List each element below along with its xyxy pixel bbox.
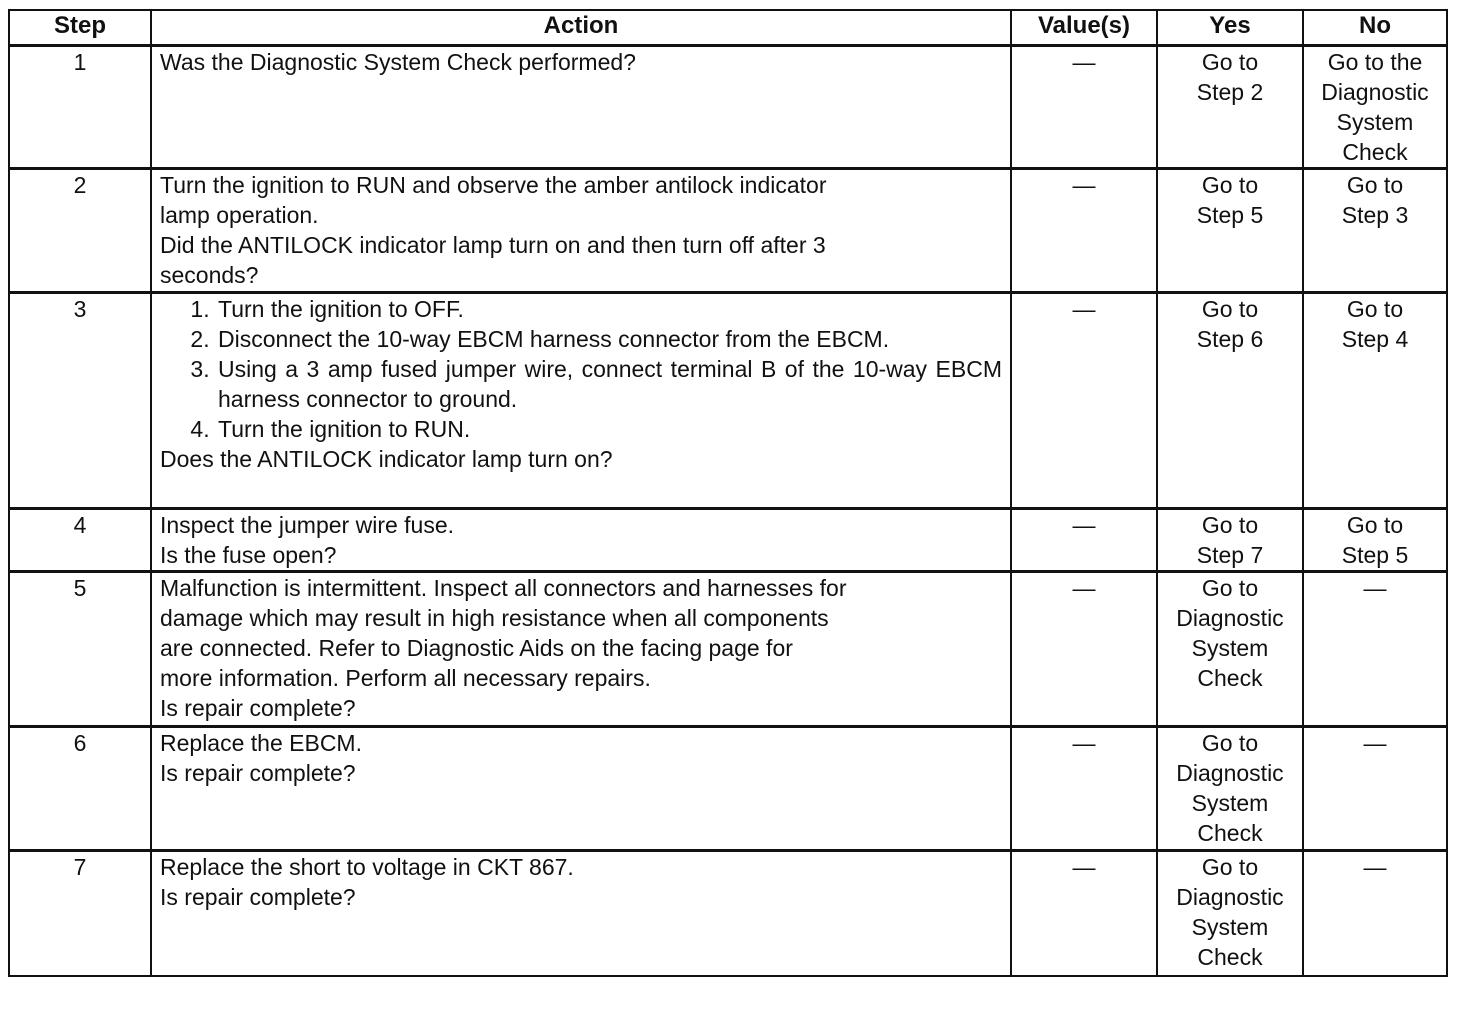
action-cell xyxy=(151,46,1011,169)
no-outcome-line: Step 3 xyxy=(1341,202,1409,228)
table-row xyxy=(9,509,1447,572)
no-outcome-line: Go to xyxy=(1346,172,1404,198)
header-action: Action xyxy=(151,10,1011,46)
value-dash: — xyxy=(1072,512,1096,538)
no-outcome-line: Go to the xyxy=(1327,49,1423,75)
yes-outcome-cell xyxy=(1157,293,1303,509)
header-step: Step xyxy=(9,10,151,46)
table-row xyxy=(9,727,1447,851)
value-cell xyxy=(1011,46,1157,169)
yes-outcome-cell xyxy=(1157,509,1303,572)
yes-outcome-line: Go to xyxy=(1201,854,1259,880)
step-number: 2 xyxy=(9,169,151,293)
value-cell xyxy=(1011,509,1157,572)
table-row xyxy=(9,851,1447,976)
no-outcome-line: System xyxy=(1336,109,1414,135)
header-row xyxy=(9,10,1447,46)
yes-outcome-cell xyxy=(1157,572,1303,727)
step-number: 4 xyxy=(9,509,151,572)
table-row xyxy=(9,572,1447,727)
header-values: Value(s) xyxy=(1011,10,1157,46)
no-outcome-cell xyxy=(1303,46,1447,169)
no-outcome-cell xyxy=(1303,509,1447,572)
no-outcome-line: — xyxy=(1363,730,1387,756)
table-row xyxy=(9,169,1447,293)
no-outcome-line: Check xyxy=(1342,139,1408,165)
action-question: Does the ANTILOCK indicator lamp turn on? xyxy=(160,446,613,472)
yes-outcome-line: Go to xyxy=(1201,49,1259,75)
step-number: 5 xyxy=(9,572,151,727)
yes-outcome-line: System xyxy=(1191,635,1269,661)
no-outcome-line: Go to xyxy=(1346,296,1404,322)
action-text-line: Is repair complete? xyxy=(160,760,356,786)
yes-outcome-line: Diagnostic xyxy=(1176,605,1284,631)
yes-outcome-line: System xyxy=(1191,914,1269,940)
value-cell xyxy=(1011,727,1157,851)
value-cell xyxy=(1011,293,1157,509)
value-dash: — xyxy=(1072,172,1096,198)
action-cell xyxy=(151,572,1011,727)
yes-outcome-cell xyxy=(1157,169,1303,293)
yes-outcome-line: Check xyxy=(1197,820,1263,846)
yes-outcome-line: Go to xyxy=(1201,296,1259,322)
yes-outcome-line: Step 7 xyxy=(1196,542,1264,568)
action-text-line: Replace the short to voltage in CKT 867. xyxy=(160,854,574,880)
no-outcome-line: Diagnostic xyxy=(1321,79,1429,105)
action-cell xyxy=(151,851,1011,976)
value-cell xyxy=(1011,572,1157,727)
value-dash: — xyxy=(1072,49,1096,75)
yes-outcome-cell xyxy=(1157,46,1303,169)
yes-outcome-line: Diagnostic xyxy=(1176,884,1284,910)
action-text-line: Is repair complete? xyxy=(160,695,356,721)
action-text-line: lamp operation. xyxy=(160,202,319,228)
no-outcome-cell xyxy=(1303,727,1447,851)
no-outcome-line: Step 4 xyxy=(1341,326,1409,352)
yes-outcome-line: Step 2 xyxy=(1196,79,1264,105)
yes-outcome-cell xyxy=(1157,851,1303,976)
table-body xyxy=(9,46,1447,976)
yes-outcome-cell xyxy=(1157,727,1303,851)
yes-outcome-line: Go to xyxy=(1201,512,1259,538)
no-outcome-line: Step 5 xyxy=(1341,542,1409,568)
step-number: 3 xyxy=(9,293,151,509)
action-text-line: Turn the ignition to RUN and observe the amber antilock indicator xyxy=(160,172,827,198)
table-row xyxy=(9,46,1447,169)
action-cell xyxy=(151,293,1011,509)
no-outcome-line: Go to xyxy=(1346,512,1404,538)
yes-outcome-line: Check xyxy=(1197,665,1263,691)
action-text-line: Was the Diagnostic System Check performed? xyxy=(160,49,636,75)
yes-outcome-line: System xyxy=(1191,790,1269,816)
no-outcome-cell xyxy=(1303,169,1447,293)
action-text-line: Malfunction is intermittent. Inspect all connectors and harnesses for xyxy=(160,575,847,601)
yes-outcome-line: Step 6 xyxy=(1196,326,1264,352)
action-step-item: 2. Disconnect the 10-way EBCM harness connector from the EBCM. xyxy=(216,324,1002,354)
header-no: No xyxy=(1303,10,1447,46)
action-cell xyxy=(151,169,1011,293)
action-step-item: 4. Turn the ignition to RUN. xyxy=(216,414,1002,444)
diagnostic-table xyxy=(8,9,1448,977)
no-outcome-line: — xyxy=(1363,575,1387,601)
yes-outcome-line: Check xyxy=(1197,944,1263,970)
action-text-line: damage which may result in high resistance when all components xyxy=(160,605,829,631)
header-yes: Yes xyxy=(1157,10,1303,46)
value-cell xyxy=(1011,169,1157,293)
yes-outcome-line: Diagnostic xyxy=(1176,760,1284,786)
value-dash: — xyxy=(1072,296,1096,322)
step-number: 6 xyxy=(9,727,151,851)
action-text-line: Inspect the jumper wire fuse. xyxy=(160,512,455,538)
yes-outcome-line: Go to xyxy=(1201,172,1259,198)
value-dash: — xyxy=(1072,730,1096,756)
action-text-line: seconds? xyxy=(160,262,259,288)
action-step-item: 3. Using a 3 amp fused jumper wire, connect terminal B of the 10-way EBCM harness connector to ground. xyxy=(216,354,1002,414)
yes-outcome-line: Go to xyxy=(1201,730,1259,756)
action-text-line: Is the fuse open? xyxy=(160,542,337,568)
action-step-list xyxy=(160,294,1002,444)
no-outcome-line: — xyxy=(1363,854,1387,880)
action-step-item: 1. Turn the ignition to OFF. xyxy=(216,294,1002,324)
table-row xyxy=(9,293,1447,509)
action-text-line: more information. Perform all necessary repairs. xyxy=(160,665,651,691)
action-text-line: Is repair complete? xyxy=(160,884,356,910)
value-dash: — xyxy=(1072,575,1096,601)
action-text-line: are connected. Refer to Diagnostic Aids on the facing page for xyxy=(160,635,793,661)
no-outcome-cell xyxy=(1303,572,1447,727)
action-text-line: Replace the EBCM. xyxy=(160,730,362,756)
value-cell xyxy=(1011,851,1157,976)
action-cell xyxy=(151,727,1011,851)
yes-outcome-line: Go to xyxy=(1201,575,1259,601)
action-text-line: Did the ANTILOCK indicator lamp turn on and then turn off after 3 xyxy=(160,232,826,258)
value-dash: — xyxy=(1072,854,1096,880)
step-number: 7 xyxy=(9,851,151,976)
action-cell xyxy=(151,509,1011,572)
no-outcome-cell xyxy=(1303,851,1447,976)
step-number: 1 xyxy=(9,46,151,169)
no-outcome-cell xyxy=(1303,293,1447,509)
yes-outcome-line: Step 5 xyxy=(1196,202,1264,228)
